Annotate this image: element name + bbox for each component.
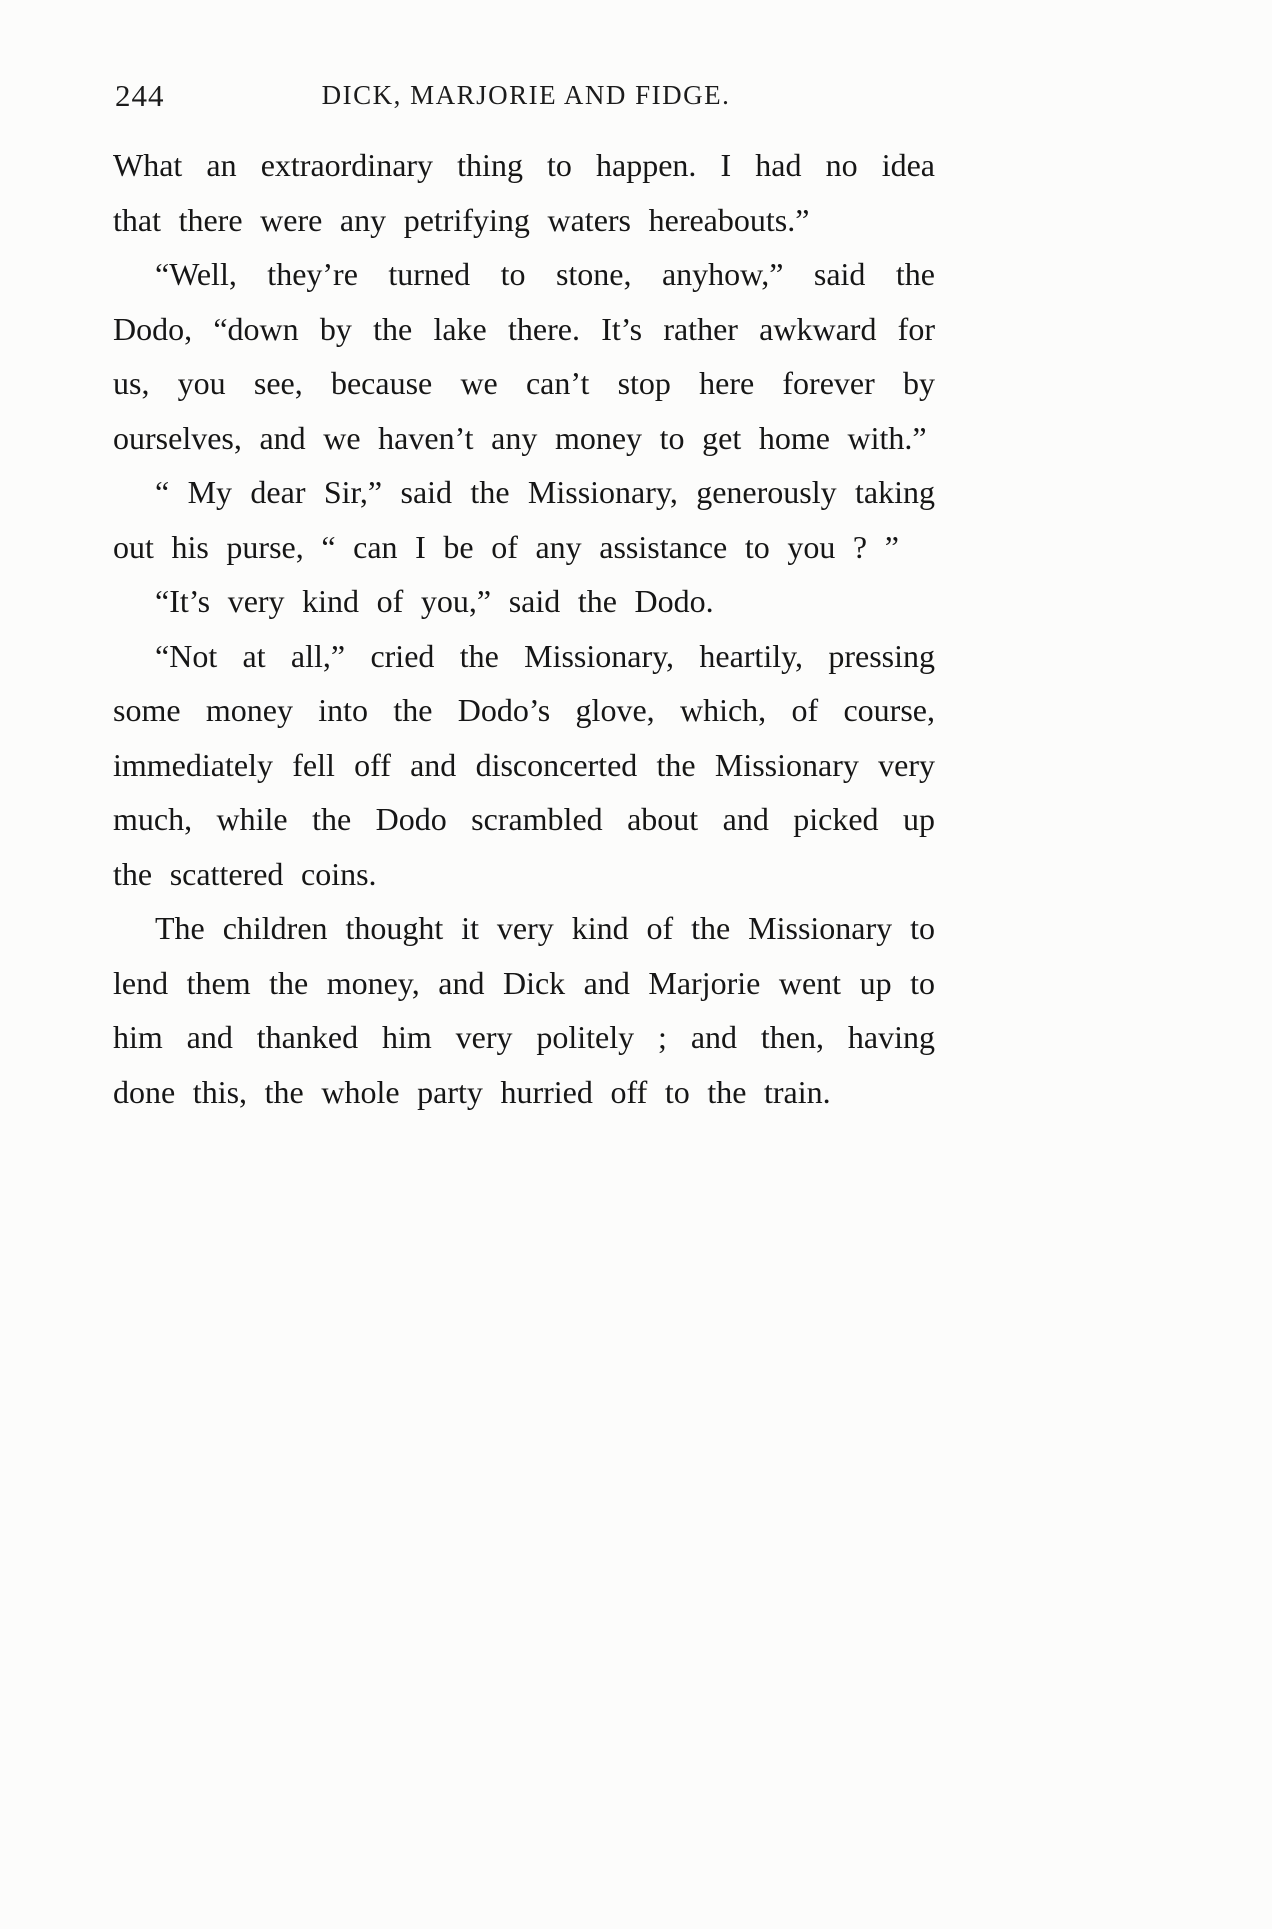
paragraph: “ My dear Sir,” said the Missionary, generously taking out his purse, “ can I be of any assistance to you ? ” xyxy=(113,474,935,565)
paragraph: “Well, they’re turned to stone, anyhow,” said the Dodo, “down by the lake there. It’s rather awkward for us, you see, because we can’t stop here forever by ourselves, and we haven’t any money to get home with.” xyxy=(113,256,935,456)
paragraph: The children thought it very kind of the Missionary to lend them the money, and Dick and Marjorie went up to him and thanked him very politely ; and then, having done this, the whole party hurried off to the train. xyxy=(113,910,935,1110)
paragraph: “Not at all,” cried the Missionary, heartily, pressing some money into the Dodo’s glove, which, of course, immediately fell off and disconcerted the Missionary very much, while the Dodo scrambled about and picked up the scattered coins. xyxy=(113,637,935,892)
body-text xyxy=(113,138,935,1119)
paragraph: What an extraordinary thing to happen. I had no idea that there were any petrifying waters hereabouts.” xyxy=(113,147,935,238)
page-header xyxy=(115,76,937,116)
paragraph: “It’s very kind of you,” said the Dodo. xyxy=(155,583,714,619)
page-number: 244 xyxy=(115,78,165,113)
running-title: DICK, MARJORIE AND FIDGE. xyxy=(321,80,731,110)
